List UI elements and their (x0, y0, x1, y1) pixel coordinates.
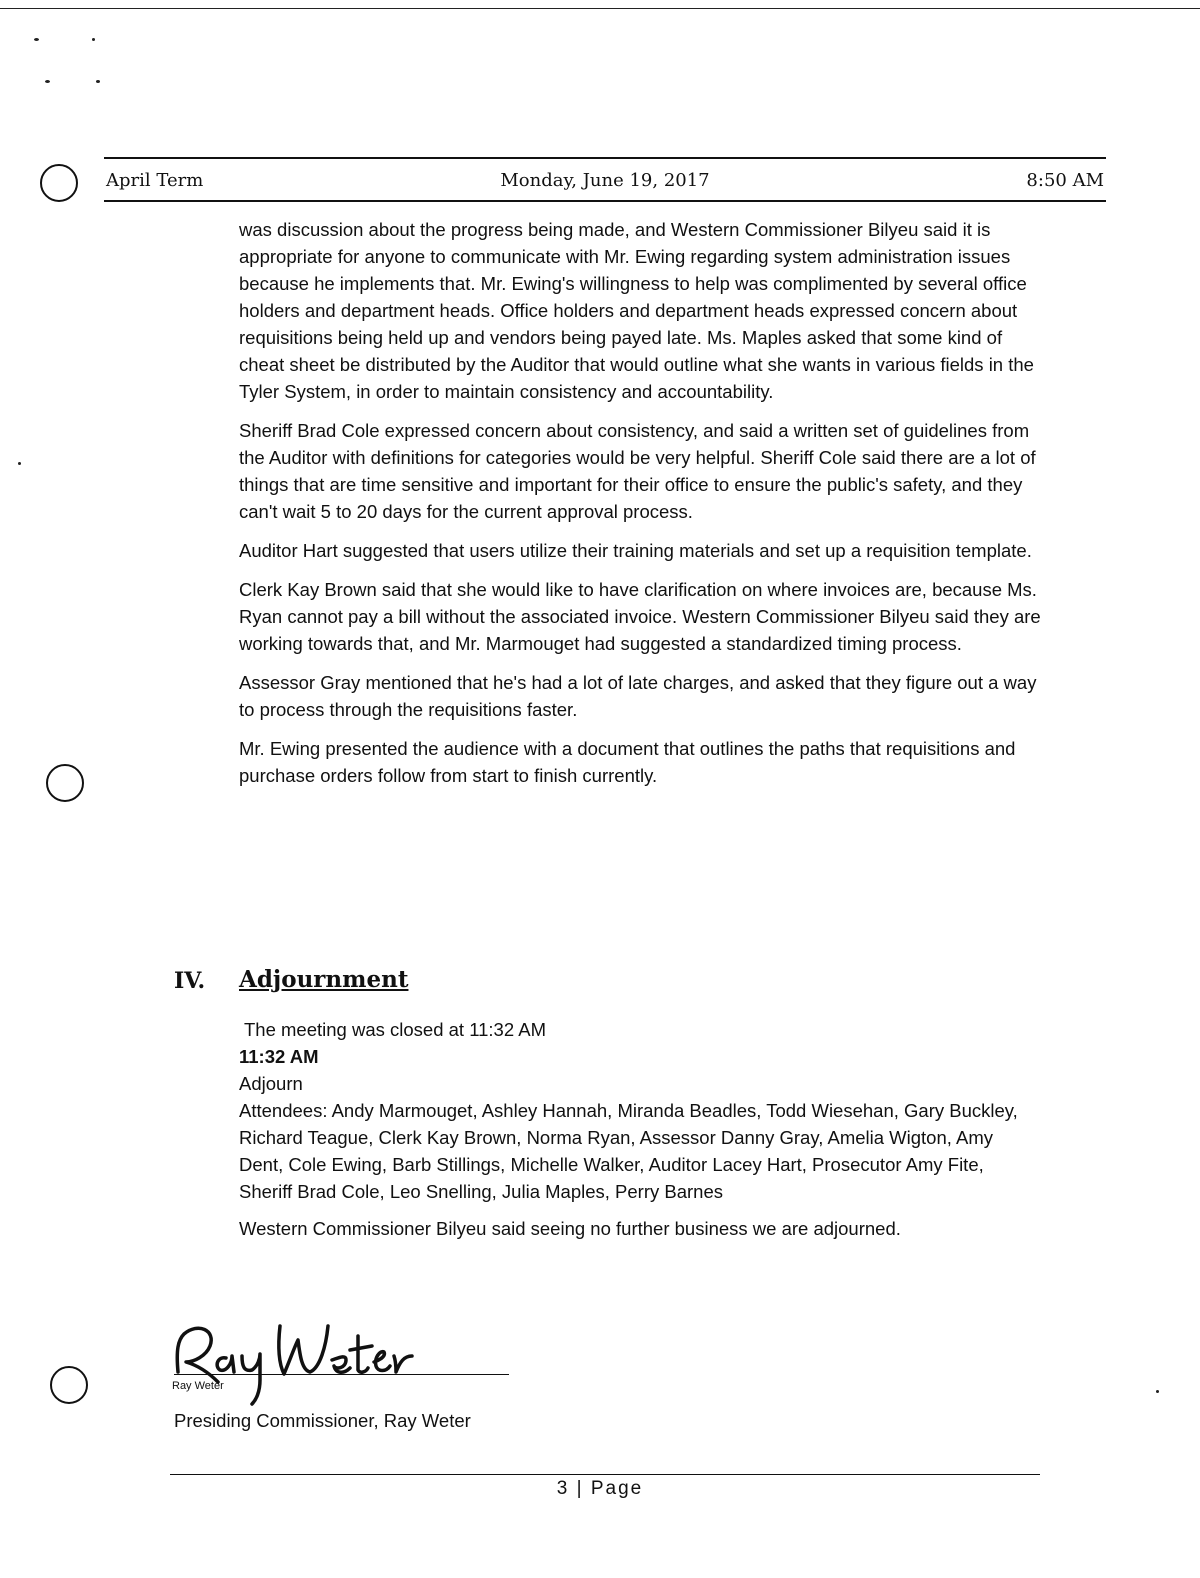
signature-line (174, 1374, 509, 1375)
scan-speck (34, 38, 39, 41)
paragraph: Sheriff Brad Cole expressed concern about consistency, and said a written set of guidelines from the Auditor with definitions for categories would be very helpful. Sheriff Cole said there are a lot of things that are time sensitive and important for their office to ensure the public's safety, and they can't wait 5 to 20 days for the current approval process. (239, 420, 1036, 522)
header-time: 8:50 AM (1026, 170, 1104, 191)
paragraph: Mr. Ewing presented the audience with a document that outlines the paths that requisitions and purchase orders follow from start to finish currently. (239, 738, 1016, 786)
closed-text: The meeting was closed at 11:32 AM (244, 1019, 546, 1040)
page-number: 3 | Page (556, 1478, 644, 1499)
signature-printed-name: Ray Weter (172, 1380, 224, 1392)
paragraph: Clerk Kay Brown said that she would like to have clarification on where invoices are, because Ms. Ryan cannot pay a bill without the associated invoice. Western Commissioner Bilyeu said they are working towards that, and Mr. Marmouget had suggested a standardized timing process. (239, 579, 1041, 654)
handwritten-signature (160, 1300, 460, 1410)
scan-top-edge (0, 8, 1200, 9)
minutes-body (239, 216, 1049, 801)
paragraph: was discussion about the progress being made, and Western Commissioner Bilyeu said it is appropriate for anyone to communicate with Mr. Ewing regarding system administration issues because he implements that. Mr. Ewing's willingness to help was complimented by several office holders and department heads. Office holders and department heads expressed concern about requisitions being held up and vendors being payed late. Ms. Maples asked that some kind of cheat sheet be distributed by the Auditor that would outline what she wants in various fields in the Tyler System, in order to maintain consistency and accountability. (239, 219, 1034, 402)
closing-statement: Western Commissioner Bilyeu said seeing no further business we are adjourned. (239, 1218, 901, 1239)
adjournment-block (239, 1016, 1039, 1242)
footer-rule (170, 1474, 1040, 1475)
attendees-list: Attendees: Andy Marmouget, Ashley Hannah, Miranda Beadles, Todd Wiesehan, Gary Buckley, Richard Teague, Clerk Kay Brown, Norma Ryan, Assessor Danny Gray, Amelia Wigton, Amy Dent, Cole Ewing, Barb Stillings, Michelle Walker, Auditor Lacey Hart, Prosecutor Amy Fite, Sheriff Brad Cole, Leo Snelling, Julia Maples, Perry Barnes (239, 1100, 1018, 1202)
paragraph: Assessor Gray mentioned that he's had a lot of late charges, and asked that they figure out a way to process through the requisitions faster. (239, 672, 1037, 720)
scan-speck (96, 80, 100, 83)
section-title: Adjournment (239, 966, 409, 993)
header-rule-top (104, 157, 1106, 159)
scan-speck (45, 80, 50, 83)
header-rule-bottom (104, 200, 1106, 202)
scan-speck (18, 462, 21, 465)
scan-speck (1156, 1390, 1159, 1393)
adjourn-action: Adjourn (239, 1073, 303, 1094)
header-date: Monday, June 19, 2017 (500, 170, 710, 191)
section-number: IV. (174, 968, 206, 994)
header-term: April Term (106, 170, 204, 191)
paragraph: Auditor Hart suggested that users utilize their training materials and set up a requisition template. (239, 540, 1032, 561)
binder-hole-icon (46, 764, 84, 802)
scan-speck (92, 38, 95, 41)
signatory-title: Presiding Commissioner, Ray Weter (174, 1410, 471, 1431)
binder-hole-icon (50, 1366, 88, 1404)
adjourn-time: 11:32 AM (239, 1046, 319, 1067)
